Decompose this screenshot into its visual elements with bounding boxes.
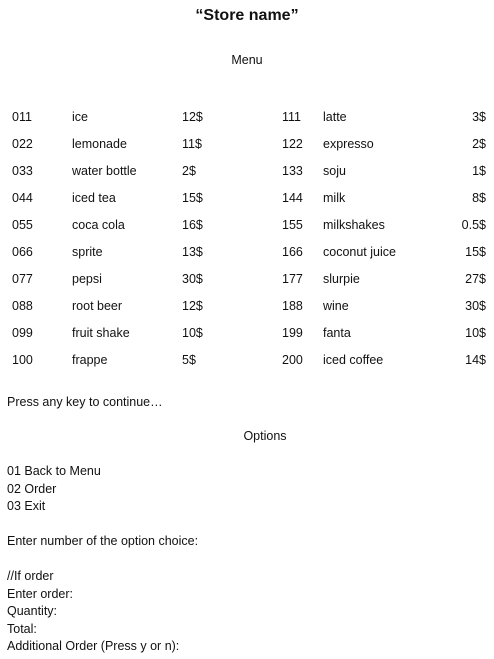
menu-row	[0, 272, 494, 299]
item-price: 0.5$	[461, 218, 486, 232]
menu-table	[0, 110, 494, 380]
item-name: sprite	[72, 245, 103, 259]
item-price: 13$	[182, 245, 203, 259]
item-price: 10$	[182, 326, 203, 340]
choice-prompt: Enter number of the option choice:	[7, 534, 199, 548]
item-name: water bottle	[72, 164, 137, 178]
item-code: 177	[282, 272, 303, 286]
item-name: root beer	[72, 299, 123, 313]
item-name: latte	[323, 110, 347, 124]
item-name: iced coffee	[323, 353, 384, 367]
item-name: soju	[323, 164, 346, 178]
item-code: 188	[282, 299, 303, 313]
item-code: 166	[282, 245, 303, 259]
item-code: 011	[12, 110, 32, 124]
options-list	[7, 463, 101, 516]
item-code: 099	[12, 326, 33, 340]
option-order: 02 Order	[7, 481, 57, 496]
option-back-to-menu: 01 Back to Menu	[7, 464, 101, 478]
store-title: “Store name”	[195, 7, 299, 24]
item-code: 122	[282, 137, 303, 151]
menu-row	[0, 218, 494, 245]
item-price: 1$	[472, 164, 486, 178]
item-name: frappe	[72, 353, 108, 367]
item-code: 044	[12, 191, 33, 205]
menu-row	[0, 164, 494, 191]
item-name: fruit shake	[72, 326, 130, 340]
item-code: 111	[282, 110, 302, 124]
item-name: wine	[323, 299, 349, 313]
item-price: 30$	[465, 299, 486, 313]
item-price: 30$	[182, 272, 203, 286]
item-price: 14$	[465, 353, 486, 367]
item-code: 200	[282, 353, 303, 367]
item-code: 199	[282, 326, 303, 340]
item-price: 12$	[182, 299, 203, 313]
item-price: 27$	[465, 272, 486, 286]
item-code: 133	[282, 164, 303, 178]
item-code: 022	[12, 137, 33, 151]
item-price: 2$	[182, 164, 196, 178]
item-name: expresso	[323, 137, 374, 151]
total-prompt: Total:	[7, 621, 37, 636]
menu-row	[0, 353, 494, 380]
option-exit: 03 Exit	[7, 499, 46, 513]
item-name: ice	[72, 110, 88, 124]
item-name: coconut juice	[323, 245, 396, 259]
menu-row	[0, 326, 494, 353]
item-price: 15$	[182, 191, 203, 205]
menu-row	[0, 299, 494, 326]
item-price: 11$	[182, 137, 202, 151]
item-name: milk	[323, 191, 346, 205]
item-code: 088	[12, 299, 33, 313]
item-name: lemonade	[72, 137, 127, 151]
order-comment: //If order	[7, 569, 54, 583]
item-name: coca cola	[72, 218, 125, 232]
item-code: 055	[12, 218, 33, 232]
order-section	[7, 568, 179, 656]
item-price: 12$	[182, 110, 203, 124]
item-price: 10$	[465, 326, 486, 340]
options-heading: Options	[243, 429, 287, 443]
item-name: fanta	[323, 326, 351, 340]
item-name: iced tea	[72, 191, 116, 205]
item-price: 8$	[472, 191, 486, 205]
enter-order-prompt: Enter order:	[7, 586, 74, 601]
item-name: milkshakes	[323, 218, 385, 232]
item-price: 15$	[465, 245, 486, 259]
quantity-prompt: Quantity:	[7, 604, 58, 618]
item-code: 100	[12, 353, 33, 367]
item-price: 5$	[182, 353, 196, 367]
menu-row	[0, 191, 494, 218]
menu-row	[0, 137, 494, 164]
item-code: 066	[12, 245, 33, 259]
item-code: 077	[12, 272, 33, 286]
item-code: 155	[282, 218, 303, 232]
continue-prompt: Press any key to continue…	[7, 395, 163, 409]
menu-heading: Menu	[231, 53, 263, 67]
item-price: 16$	[182, 218, 203, 232]
item-name: pepsi	[72, 272, 102, 286]
item-code: 144	[282, 191, 303, 205]
menu-row	[0, 245, 494, 272]
additional-order-prompt: Additional Order (Press y or n):	[7, 639, 180, 653]
item-name: slurpie	[323, 272, 360, 286]
item-price: 2$	[472, 137, 486, 151]
menu-row	[0, 110, 494, 137]
item-price: 3$	[472, 110, 486, 124]
item-code: 033	[12, 164, 33, 178]
